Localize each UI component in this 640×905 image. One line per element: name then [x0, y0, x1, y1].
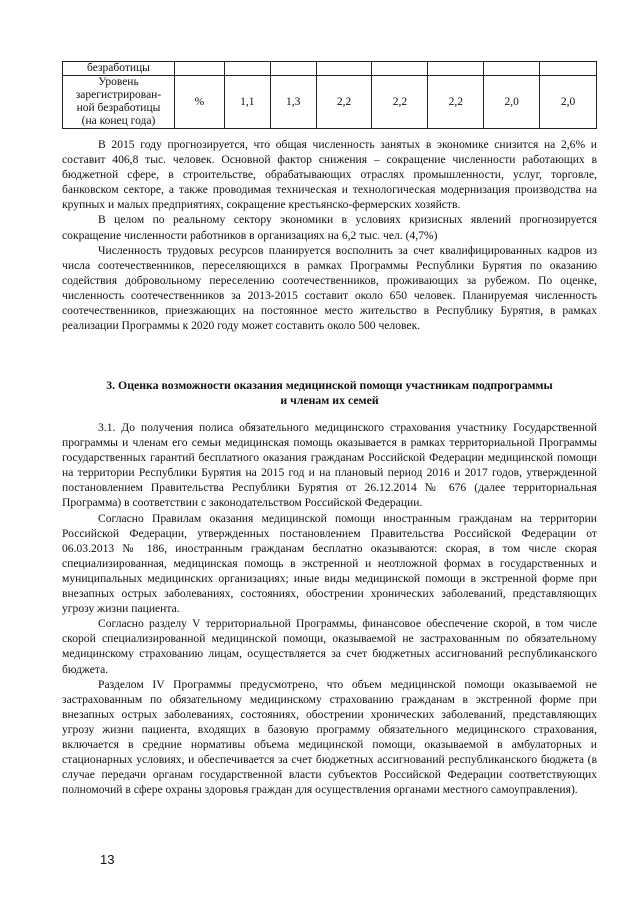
page-number: 13: [100, 852, 115, 867]
section-heading: 3. Оценка возможности оказания медицинской помощи участникам подпрограммы и членам их семей: [106, 378, 553, 407]
body-text-top: [62, 137, 597, 333]
unit-cell: %: [174, 76, 224, 129]
paragraph: Численность трудовых ресурсов планируется восполнить за счет квалифицированных кадров из числа соотечественников, переселяющихся в рамках Программы Республики Бурятия по оказанию содействия добровольному переселению соотечественников, проживающих за рубежом. По оценке, численность соотечественников за 2013-2015 составит около 650 человек. Планируемая численность соотечественников, приезжающих на постоянное место жительство в Республику Бурятия, в рамках реализации Программы к 2020 году может составить около 500 человек.: [62, 243, 597, 333]
table-row: [63, 62, 597, 76]
indicators-table: [62, 61, 597, 129]
paragraph: Согласно Правилам оказания медицинской помощи иностранным гражданам на территории Российской Федерации, утвержденных постановлением Правительства Российской Федерации от 06.03.2013 № 186, иностранным гражданам бесплатно оказываются: скорая, в том числе скорая специализированная, медицинская помощь в экстренной и неотложной формах в государственных и муниципальных медицинских организациях; иные виды медицинской помощи в экстренной форме при внезапных острых заболеваниях, состояниях, обострении хронических заболеваний, представляющих угрозу жизни пациента.: [62, 511, 597, 616]
paragraph: 3.1. До получения полиса обязательного медицинского страхования участнику Государственной программы и членам его семьи медицинская помощь оказывается в рамках территориальной Программы государственных гарантий бесплатного оказания гражданам Российской Федерации медицинской помощи на территории Республики Бурятия на 2015 год и на плановый период 2016 и 2017 годов, утвержденной постановлением Правительства Республики Бурятия от 26.12.2014 № 676 (далее территориальная Программа) в соответствии с законодательством Российской Федерации.: [62, 421, 597, 510]
table-cell: [224, 62, 270, 76]
table-cell: [484, 62, 540, 76]
paragraph: В целом по реальному сектору экономики в условиях кризисных явлений прогнозируется сокращение численности работников в организациях на 6,2 тыс. чел. (4,7%): [62, 213, 597, 242]
table-cell: [428, 62, 484, 76]
paragraph: Разделом IV Программы предусмотрено, что объем медицинской помощи оказываемой не застрахованным по обязательному медицинскому страхованию гражданам в экстренной форме при внезапных острых заболеваниях, состояниях, обострении хронических заболеваний, представляющих угрозу жизни пациента, входящих в базовую программу обязательного медицинского страхования, включается в средние нормативы объема медицинской помощи, оказываемой в амбулаторных и стационарных условиях, и обеспечивается за счет бюджетных ассигнований республиканского бюджета (в случае передачи органам государственной власти субъектов Российской Федерации соответствующих полномочий в сфере охраны здоровья граждан для осуществления органами местного самоуправления).: [62, 677, 597, 797]
table-cell: [270, 62, 316, 76]
body-text-bottom: [62, 420, 597, 797]
row-label: безработицы: [63, 62, 175, 76]
value-cell: 2,2: [428, 76, 484, 129]
row-label: Уровень зарегистрирован- ной безработицы (на конец года): [63, 76, 175, 129]
value-cell: 2,2: [372, 76, 428, 129]
value-cell: 2,0: [484, 76, 540, 129]
value-cell: 1,1: [224, 76, 270, 129]
table-cell: [372, 62, 428, 76]
value-cell: 1,3: [270, 76, 316, 129]
paragraph: Согласно разделу V территориальной Программы, финансовое обеспечение скорой, в том числе скорой специализированной медицинской помощи, оказываемой не застрахованным по обязательному медицинскому страхованию лицам, осуществляется за счет бюджетных ассигнований республиканского бюджета.: [62, 617, 597, 676]
value-cell: 2,0: [540, 76, 597, 129]
paragraph: В 2015 году прогнозируется, что общая численность занятых в экономике снизится на 2,6% и составит 406,8 тыс. человек. Основной фактор снижения – сокращение численности работающих в бюджетной сфере, в строительстве, обрабатывающих отраслях промышленности, услуг, торговле, банковском секторе, а также проводимая техническая и технологическая модернизация производства на крупных и малых предприятиях, сокращение крестьянско-фермерских хозяйств.: [62, 138, 597, 212]
table-row: [63, 76, 597, 129]
value-cell: 2,2: [316, 76, 372, 129]
table-cell: [174, 62, 224, 76]
table-cell: [540, 62, 597, 76]
table-cell: [316, 62, 372, 76]
